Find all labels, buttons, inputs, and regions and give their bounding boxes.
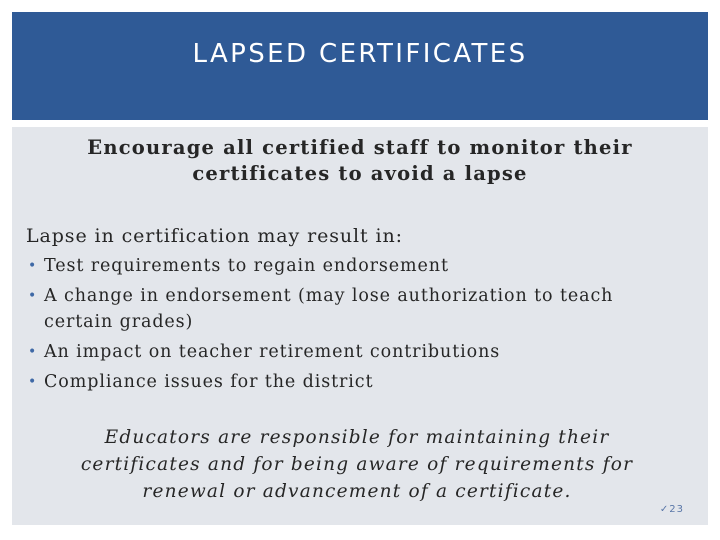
slide-title: LAPSED CERTIFICATES [192,39,528,69]
closing-line: Educators are responsible for maintaining their [104,427,610,448]
page-number [660,504,684,515]
bullet-icon: • [28,344,38,360]
lead-line: Encourage all certified staff to monitor their [87,136,633,159]
checkmark-icon: ✓ [659,504,670,515]
bullet-text: Compliance issues for the district [44,372,374,392]
bullet-text: A change in endorsement (may lose authorization to teach certain grades) [44,286,614,332]
content-panel [12,127,708,525]
closing-line: certificates and for being aware of requirements for [80,454,634,475]
list-item [26,369,686,395]
lead-text [12,135,708,187]
bullet-icon: • [28,374,38,390]
bullet-text: An impact on teacher retirement contributions [44,342,501,362]
bullet-icon: • [28,258,38,274]
closing-statement [42,424,672,505]
page-number-text: 23 [669,504,684,515]
bullet-icon: • [28,288,38,304]
closing-line: renewal or advancement of a certificate. [142,481,572,502]
list-item [26,339,686,365]
bullet-list [26,253,686,399]
list-item [26,253,686,279]
bullet-text: Test requirements to regain endorsement [44,256,449,276]
lead-line: certificates to avoid a lapse [192,162,528,185]
list-item [26,283,686,335]
subheading: Lapse in certification may result in: [26,225,403,247]
title-bar [12,12,708,120]
